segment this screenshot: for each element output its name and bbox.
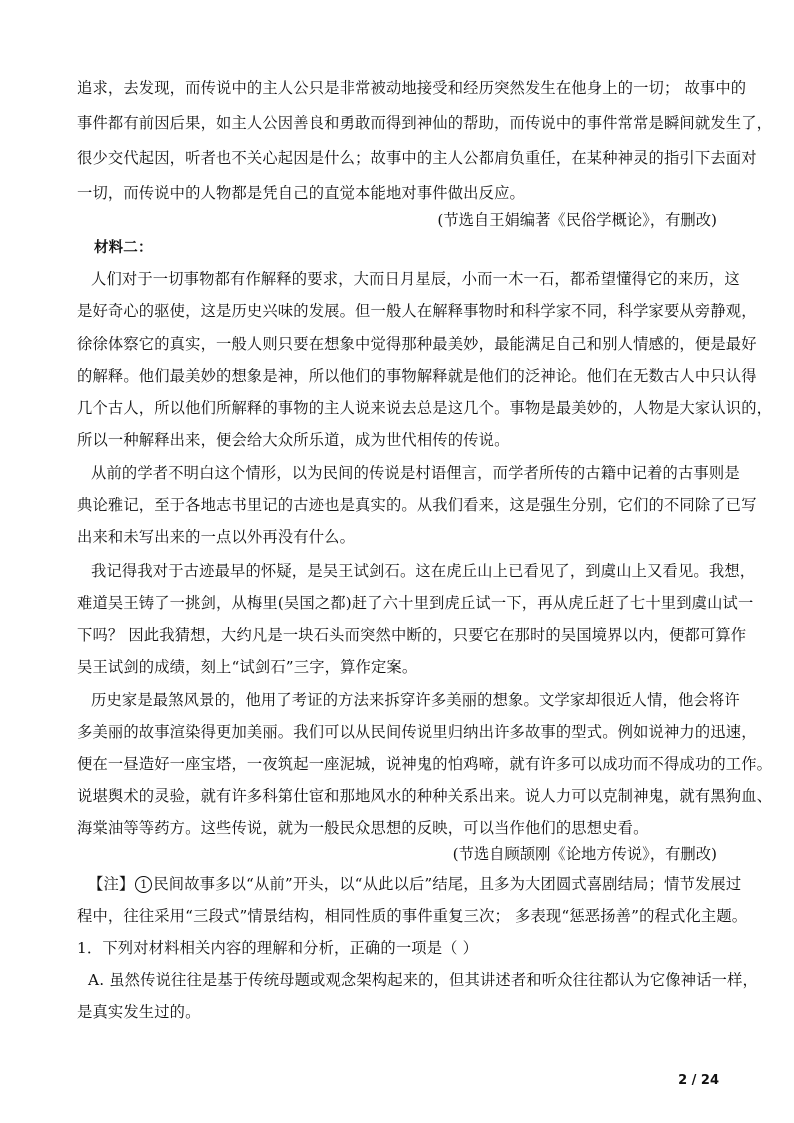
- paragraph-line: 所以一种解释出来，便会给大众所乐道，成为世代相传的传说。: [77, 431, 510, 449]
- paragraph-line: 说堪舆术的灵验，就有许多科第仕宦和那地风水的种种关系出来。说人力可以克制神鬼，就有黑狗血、: [77, 787, 773, 805]
- page-number: 2 / 24: [678, 1073, 719, 1088]
- paragraph-line: 难道吴王铸了一挑剑，从梅里(吴国之都)赶了六十里到虎丘试一下，再从虎丘赶了七十里到虞山试一: [77, 594, 754, 612]
- note-line: [88, 874, 741, 894]
- paragraph-line: 吴王试剑的成绩，刻上“试剑石”三字，算作定案。: [77, 658, 418, 676]
- paragraph-line: 便在一昼造好一座宝塔，一夜筑起一座泥城，说神鬼的怕鸡啼，就有许多可以成功而不得成功的工作。: [77, 755, 773, 773]
- note-text: 民间故事多以“从前”开头，以“从此以后”结尾，且多为大团圆式喜剧结局；情节发展过: [153, 875, 742, 893]
- paragraph-line: 我记得我对于古迹最早的怀疑，是吴王试剑石。这在虎丘山上已看见了，到虞山上又看见。我想，: [91, 562, 756, 580]
- paragraph-line: 下吗？ 因此我猜想，大约凡是一块石头而突然中断的，只要它在那时的吴国境界以内，便都可算作: [77, 626, 747, 644]
- paragraph-line: 人们对于一切事物都有作解释的要求，大而日月星辰，小而一木一石，都希望懂得它的来历，这: [91, 270, 740, 288]
- paragraph-line: 从前的学者不明白这个情形，以为民间的传说是村语俚言，而学者所传的古籍中记着的古事则是: [91, 464, 740, 482]
- paragraph-line: 是好奇心的驱使，这是历史兴味的发展。但一般人在解释事物时和科学家不同，科学家要从旁静观，: [77, 302, 757, 320]
- paragraph-line: 徐徐体察它的真实，一般人则只要在想象中觉得那种最美妙，最能满足自己和别人情感的，便是最好: [77, 335, 757, 353]
- option-a: A. 虽然传说往往是基于传统母题或观念架构起来的，但其讲述者和听众往往都认为它像神话一样，: [88, 971, 758, 989]
- paragraph-line: 典论雅记，至于各地志书里记的古迹也是真实的。从我们看来，这是强生分别，它们的不同除了已写: [77, 496, 757, 514]
- circled-number-1: 1: [135, 876, 152, 893]
- note-label: 【注】: [88, 875, 135, 893]
- paragraph-line: 海棠油等等药方。这些传说，就为一般民众思想的反映，可以当作他们的思想史看。: [77, 819, 649, 837]
- paragraph-line: 事件都有前因后果，如主人公因善良和勇敢而得到神仙的帮助，而传说中的事件常常是瞬间就发生了，: [77, 114, 773, 132]
- paragraph-line: 出来和未写出来的一点以外再没有什么。: [77, 528, 356, 546]
- question-stem: 1．下列对材料相关内容的理解和分析，正确的一项是（ ）: [77, 939, 479, 957]
- source-citation: (节选自顾颉刚《论地方传说》，有删改): [452, 845, 717, 863]
- paragraph-line: 追求，去发现，而传说中的主人公只是非常被动地接受和经历突然发生在他身上的一切； 故事中的: [77, 79, 747, 97]
- paragraph-line: 的解释。他们最美妙的想象是神，所以他们的事物解释就是他们的泛神论。他们在无数古人中只认得: [77, 367, 757, 385]
- section-heading: 材料二：: [94, 240, 153, 256]
- paragraph-line: 多美丽的故事渲染得更加美丽。我们可以从民间传说里归纳出许多故事的型式。例如说神力的迅速，: [77, 723, 757, 741]
- paragraph-line: 很少交代起因，听者也不关心起因是什么；故事中的主人公都肩负重任，在某种神灵的指引下去面对: [77, 149, 757, 167]
- option-a-continued: 是真实发生过的。: [77, 1003, 201, 1021]
- paragraph-line: 几个古人，所以他们所解释的事物的主人说来说去总是这几个。事物是最美妙的，人物是大家认识的，: [77, 399, 773, 417]
- source-citation: (节选自王娟编著《民俗学概论》，有删改): [437, 211, 717, 229]
- paragraph-line: 一切，而传说中的人物都是凭自己的直觉本能地对事件做出反应。: [77, 184, 525, 202]
- note-line: 程中，往往采用“三段式”情景结构，相同性质的事件重复三次； 多表现“惩恶扬善”的程式化主题。: [77, 907, 748, 925]
- paragraph-line: 历史家是最煞风景的，他用了考证的方法来拆穿许多美丽的想象。文学家却很近人情，他会将许: [91, 691, 740, 709]
